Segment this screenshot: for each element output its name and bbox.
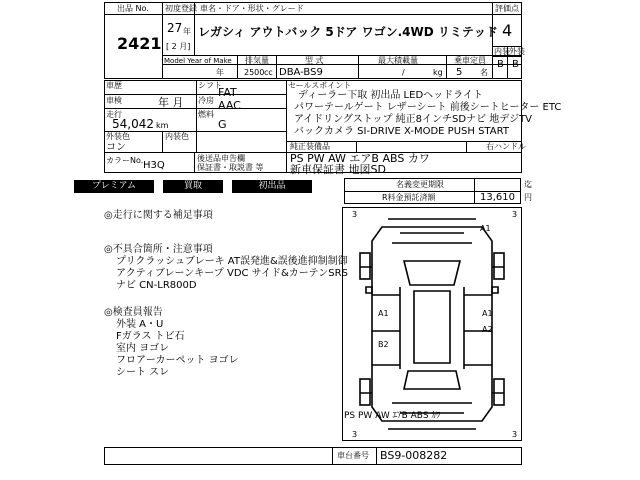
color-no-value: H3Q (143, 160, 165, 171)
defects-line-3: ナビ CN-LR800D (116, 280, 197, 291)
sales-point-line-1: ディーラー下取 初出品 LEDヘッドライト (298, 90, 483, 101)
damage-mark-a2-right: A2 (482, 325, 493, 334)
corner-label-bl: 3 (352, 430, 358, 439)
doc-label-2: 保証書・取説書 等 (197, 163, 264, 172)
corner-label-tl: 3 (352, 210, 358, 219)
chassis-value: BS9-008282 (380, 449, 448, 462)
score-label: 評価点 (495, 4, 519, 13)
mileage-value: 54,042 (112, 117, 154, 131)
capacity-unit: 名 (480, 68, 488, 77)
steering-label: 右ハンドル (486, 142, 526, 151)
inspector-heading: ◎検査員報告 (104, 307, 163, 318)
model-label: 型 式 (305, 56, 324, 65)
first-reg-label: 初度登録 (165, 4, 197, 13)
reg-year-unit: 年 (183, 27, 191, 36)
recycle-label: R料金預託済額 (382, 193, 436, 202)
capacity-value: 5 (456, 67, 463, 78)
inspector-line-3: 室内 ヨゴレ (116, 343, 170, 354)
inspector-line-2: Fガラス トビ石 (116, 331, 185, 342)
recycle-value: 13,610 (480, 192, 515, 203)
reg-month: [ 2 月] (166, 42, 191, 51)
premium-button[interactable]: プレミアム (74, 180, 154, 193)
inspector-line-1: 外装 A・U (116, 319, 164, 330)
shift-label: シフト (198, 81, 222, 90)
damage-mark-a1-right: A1 (482, 309, 493, 318)
history-label: 車歴 (106, 81, 122, 90)
damage-mark-a1-front: A1 (480, 224, 491, 233)
aircon-value: AAC (218, 99, 241, 112)
chassis-label: 車台番号 (337, 451, 369, 460)
load-value: / (402, 68, 405, 77)
reg-year: 27 (167, 21, 183, 35)
fuel-value: G (218, 118, 227, 131)
int-color-label: 内装色 (165, 132, 189, 141)
year-unit: 年 (216, 68, 224, 77)
lot-number: 2421 (117, 34, 162, 53)
purchase-button[interactable]: 買取 (163, 180, 223, 193)
interior-label: 内装 (494, 47, 510, 56)
diagram-equipment-list: PS PW AW ｴｱB ABS ｶﾜ (344, 411, 441, 421)
cc-value: 2500 (244, 68, 265, 77)
equipment-extra: 新車保証書 地図SD (290, 163, 386, 176)
model-value: DBA-BS9 (279, 67, 323, 78)
mileage-label: 走行 (106, 110, 122, 119)
lot-label: 出品 No. (117, 4, 149, 13)
equipment-value: PS PW AW エアB ABS カワ (290, 152, 430, 165)
exterior-grade: B (512, 59, 519, 70)
deadline-unit: 迄 (524, 180, 532, 189)
car-name: レガシィ アウトバック 5ドア ワゴン.4WD リミテッド (198, 25, 498, 39)
fuel-label: 燃料 (198, 110, 214, 119)
defects-line-2: アクティブレーンキープ VDC サイド&カーテンSRS (116, 268, 348, 279)
damage-mark-a1-left: A1 (378, 309, 389, 318)
shift-value: FAT (218, 86, 237, 99)
mileage-unit: km (156, 121, 169, 130)
sales-point-line-4: バックカメラ SI-DRIVE X-MODE PUSH START (294, 126, 509, 137)
inspection-value: 年 月 (158, 96, 184, 109)
supplement-heading: ◎走行に関する補足事項 (104, 210, 213, 221)
equipment-label: 純正装備品 (290, 142, 330, 151)
inspector-line-4: フロアーカーペット ヨゴレ (116, 355, 239, 366)
doc-label-1: 後送品申告欄 (197, 154, 245, 163)
deadline-label: 名義変更期限 (396, 180, 444, 189)
corner-label-br: 3 (512, 430, 518, 439)
sales-point-line-2: パワーテールゲート レザーシート 前後シートヒーター ETC (294, 102, 562, 113)
corner-label-tr: 3 (512, 210, 518, 219)
model-year-label: Model Year of Make (164, 57, 232, 65)
ext-color-value: コン (106, 142, 126, 153)
recycle-unit: 円 (524, 193, 532, 202)
inspection-label: 車検 (106, 96, 122, 105)
ext-color-label: 外装色 (106, 132, 130, 141)
load-label: 最大積載量 (378, 56, 418, 65)
damage-mark-b2-left: B2 (378, 340, 389, 349)
car-name-label: 車名・ドア・形状・グレード (200, 4, 304, 13)
exterior-label: 外装 (509, 47, 525, 56)
car-diagram (342, 207, 522, 441)
first-listing-button[interactable]: 初出品 (232, 180, 312, 193)
inspector-line-5: シート スレ (116, 367, 170, 378)
sales-point-line-3: アイドリングストップ 純正8インチSDナビ 地デジTV (294, 114, 533, 125)
cc-label: 排気量 (245, 56, 269, 65)
load-unit: kg (433, 68, 443, 77)
defects-heading: ◎不具合箇所・注意事項 (104, 244, 213, 255)
footer-block (104, 447, 522, 465)
interior-grade: B (497, 59, 504, 70)
aircon-label: 冷房 (198, 96, 214, 105)
color-no-label: カラーNo. (106, 156, 144, 165)
capacity-label: 乗車定員 (454, 56, 486, 65)
sales-points-label: セールスポイント (288, 81, 352, 90)
defects-line-1: プリクラッシュブレーキ AT誤発進&誤後進抑制制御 (116, 256, 348, 267)
score-value: 4 (502, 21, 513, 40)
cc-unit: cc (264, 68, 273, 77)
